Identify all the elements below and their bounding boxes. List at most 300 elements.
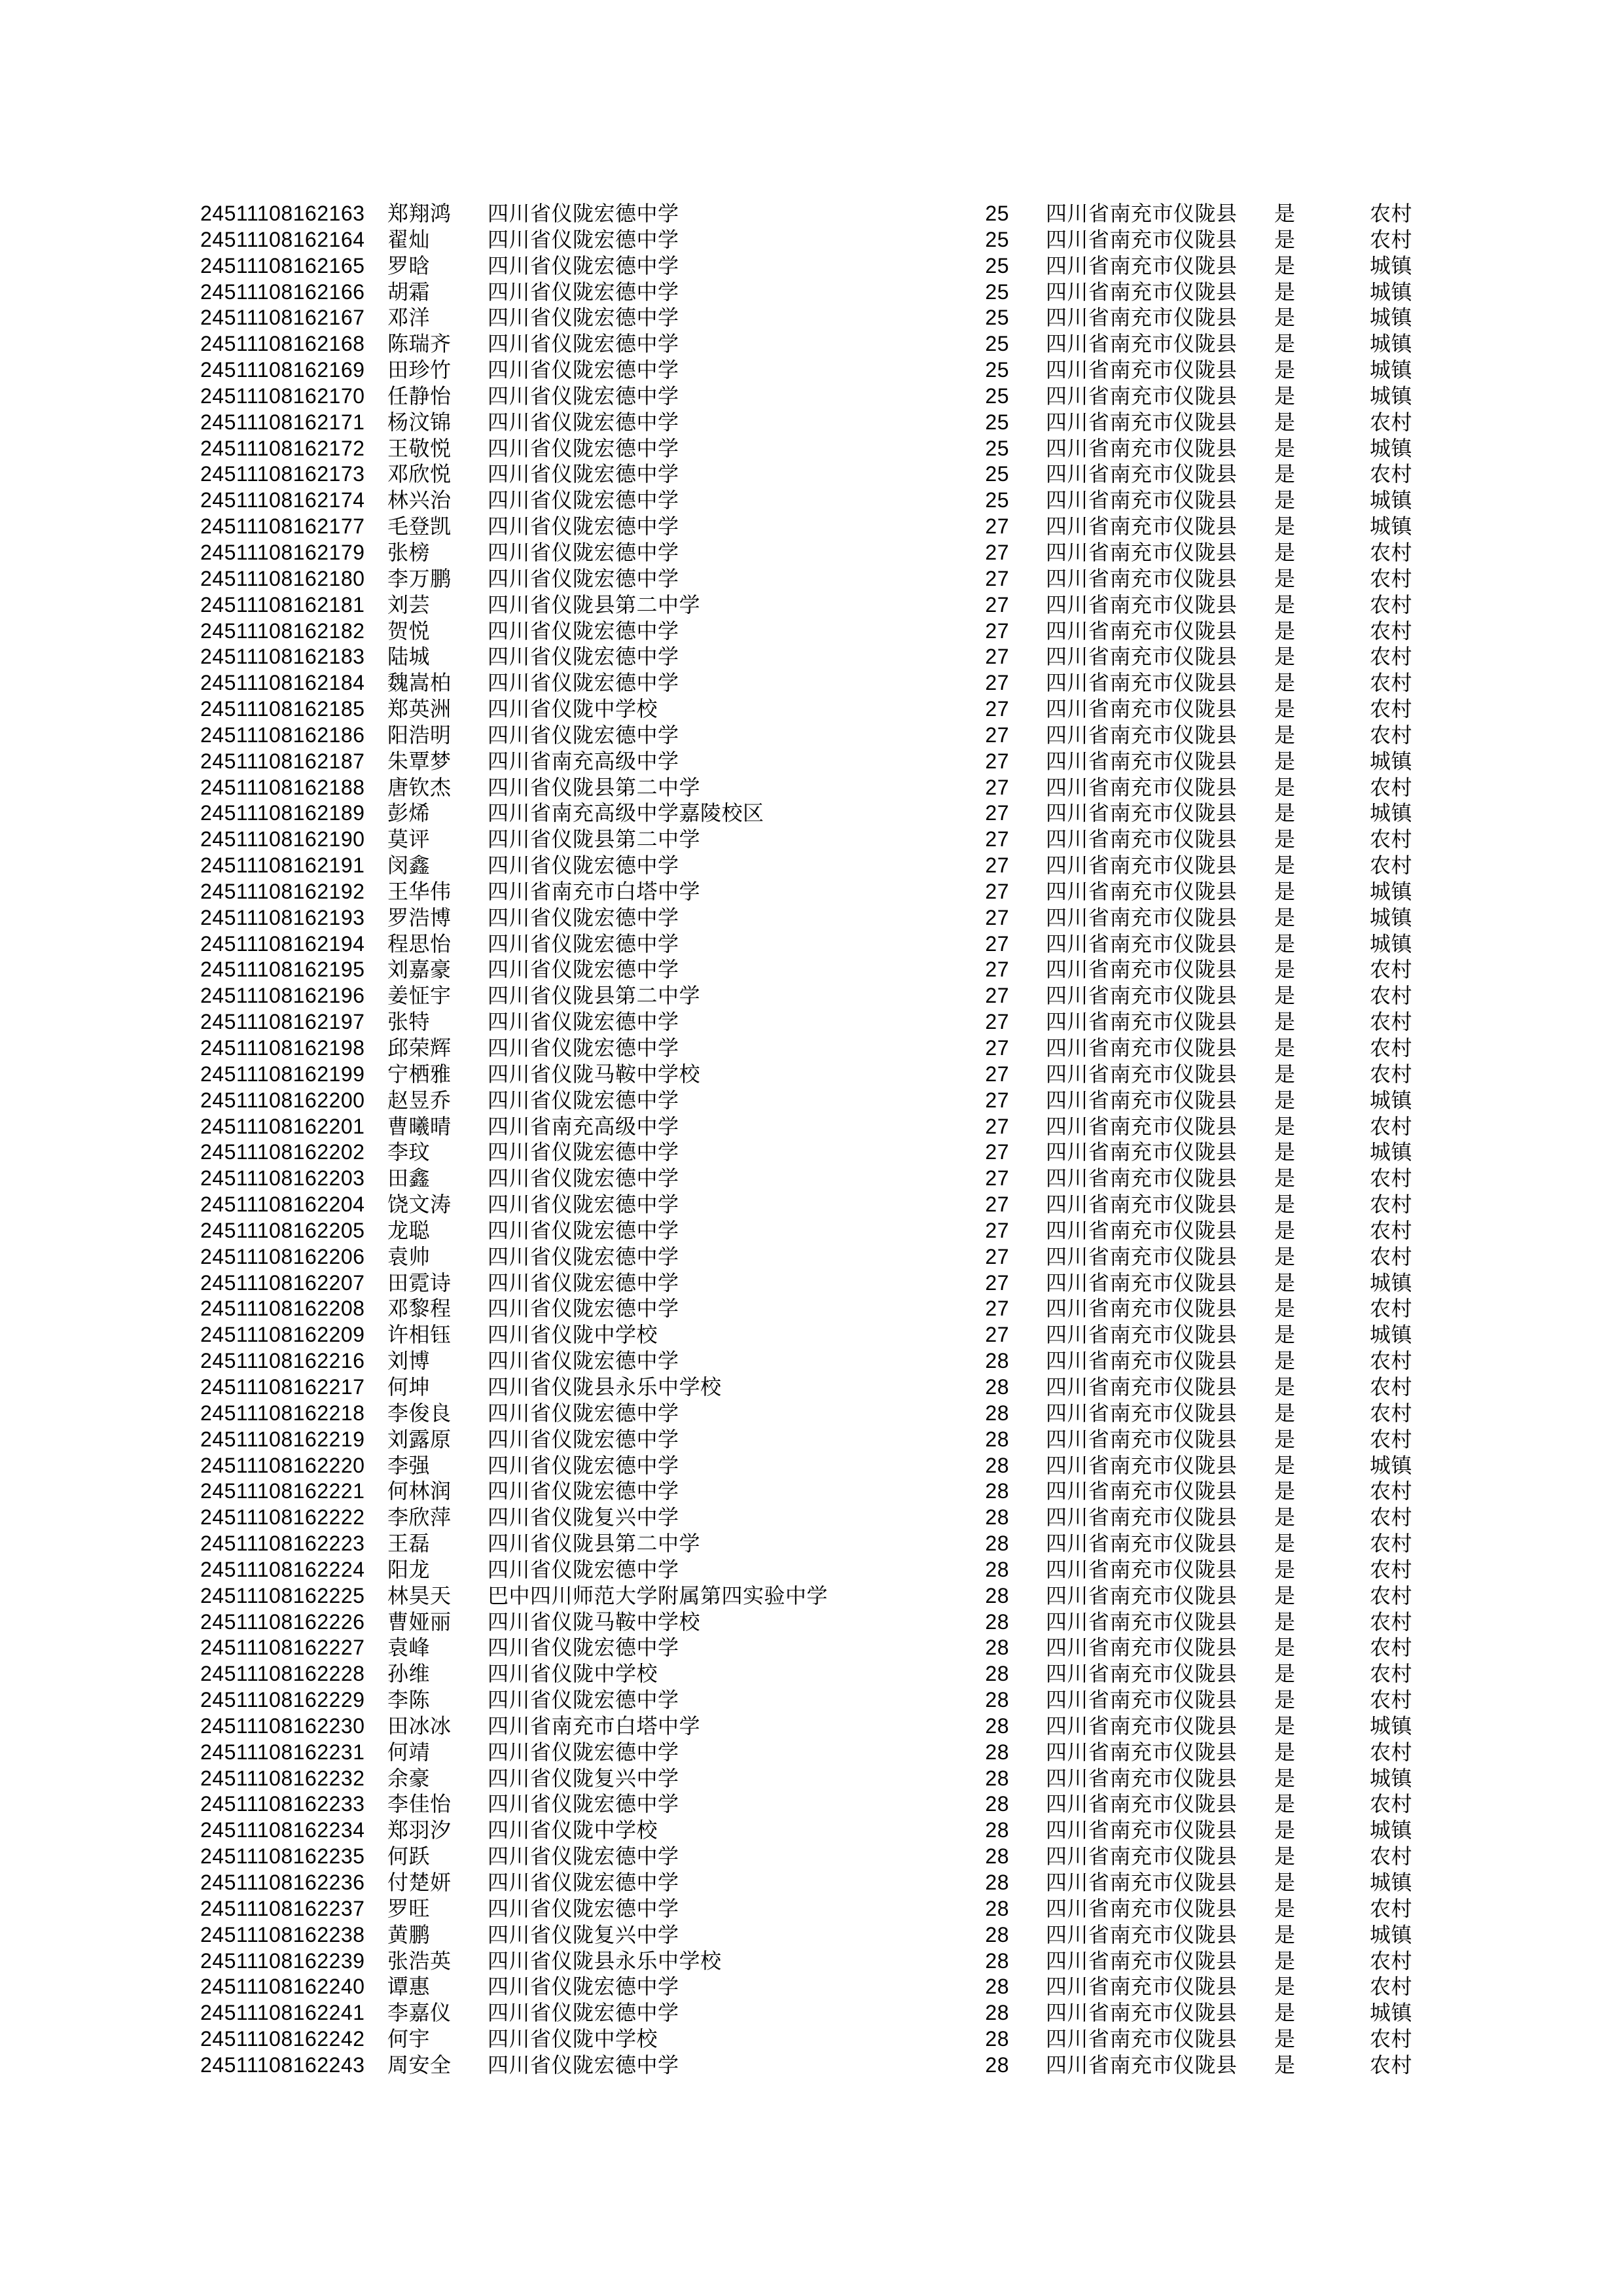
cell-confirm-flag: 是 bbox=[1274, 1583, 1296, 1607]
cell-exam-id: 24511108162208 bbox=[200, 1297, 365, 1321]
cell-school: 四川省仪陇复兴中学 bbox=[488, 1922, 679, 1946]
cell-confirm-flag: 是 bbox=[1274, 566, 1296, 590]
cell-county: 四川省南充市仪陇县 bbox=[1046, 879, 1238, 903]
cell-school: 四川省仪陇宏德中学 bbox=[488, 566, 679, 590]
cell-county: 四川省南充市仪陇县 bbox=[1046, 410, 1238, 434]
cell-county: 四川省南充市仪陇县 bbox=[1046, 514, 1238, 539]
cell-confirm-flag: 是 bbox=[1274, 1740, 1296, 1764]
cell-school: 四川省仪陇宏德中学 bbox=[488, 1193, 679, 1217]
table-row bbox=[0, 1844, 1623, 1870]
cell-residence-type: 城镇 bbox=[1370, 488, 1413, 512]
cell-school: 四川省仪陇马鞍中学校 bbox=[488, 1609, 701, 1634]
cell-student-name: 杨汶锦 bbox=[387, 410, 452, 434]
cell-residence-type: 农村 bbox=[1370, 1975, 1413, 1999]
cell-county: 四川省南充市仪陇县 bbox=[1046, 1713, 1238, 1738]
cell-school: 四川省仪陇宏德中学 bbox=[488, 645, 679, 669]
cell-county: 四川省南充市仪陇县 bbox=[1046, 384, 1238, 408]
cell-residence-type: 城镇 bbox=[1370, 358, 1413, 382]
cell-residence-type: 农村 bbox=[1370, 1244, 1413, 1268]
cell-student-name: 陆城 bbox=[387, 645, 431, 669]
cell-confirm-flag: 是 bbox=[1274, 1896, 1296, 1920]
cell-county: 四川省南充市仪陇县 bbox=[1046, 1740, 1238, 1764]
cell-student-name: 毛登凯 bbox=[387, 514, 452, 539]
cell-student-name: 付楚妍 bbox=[387, 1871, 452, 1894]
cell-residence-type: 农村 bbox=[1370, 619, 1413, 643]
cell-county: 四川省南充市仪陇县 bbox=[1046, 1792, 1238, 1816]
cell-score: 25 bbox=[985, 279, 1009, 304]
table-row bbox=[0, 1583, 1623, 1609]
table-row bbox=[0, 227, 1623, 253]
cell-school: 四川省仪陇县第二中学 bbox=[488, 827, 701, 852]
table-row bbox=[0, 1035, 1623, 1062]
cell-county: 四川省南充市仪陇县 bbox=[1046, 1349, 1238, 1373]
cell-student-name: 余豪 bbox=[387, 1766, 431, 1790]
cell-score: 28 bbox=[985, 1505, 1009, 1530]
cell-student-name: 莫评 bbox=[387, 827, 431, 852]
cell-score: 27 bbox=[985, 1140, 1009, 1164]
cell-county: 四川省南充市仪陇县 bbox=[1046, 1166, 1238, 1191]
cell-exam-id: 24511108162228 bbox=[200, 1662, 365, 1686]
cell-score: 25 bbox=[985, 436, 1009, 460]
cell-score: 28 bbox=[985, 1948, 1009, 1973]
cell-student-name: 何林润 bbox=[387, 1479, 452, 1503]
table-row bbox=[0, 514, 1623, 540]
cell-confirm-flag: 是 bbox=[1274, 619, 1296, 643]
cell-exam-id: 24511108162189 bbox=[200, 801, 365, 825]
table-row bbox=[0, 1401, 1623, 1427]
table-row bbox=[0, 1139, 1623, 1166]
cell-confirm-flag: 是 bbox=[1274, 697, 1296, 721]
table-row bbox=[0, 1088, 1623, 1114]
table-row bbox=[0, 1270, 1623, 1297]
cell-exam-id: 24511108162187 bbox=[200, 749, 365, 773]
cell-student-name: 李俊良 bbox=[387, 1401, 452, 1425]
cell-exam-id: 24511108162239 bbox=[200, 1948, 365, 1973]
cell-county: 四川省南充市仪陇县 bbox=[1046, 1244, 1238, 1268]
cell-student-name: 林兴治 bbox=[387, 488, 452, 512]
cell-score: 27 bbox=[985, 1010, 1009, 1034]
cell-residence-type: 城镇 bbox=[1370, 931, 1413, 956]
cell-county: 四川省南充市仪陇县 bbox=[1046, 619, 1238, 643]
cell-confirm-flag: 是 bbox=[1274, 227, 1296, 251]
cell-county: 四川省南充市仪陇县 bbox=[1046, 540, 1238, 564]
cell-residence-type: 农村 bbox=[1370, 723, 1413, 747]
cell-exam-id: 24511108162224 bbox=[200, 1557, 365, 1581]
cell-school: 四川省仪陇宏德中学 bbox=[488, 1349, 679, 1373]
cell-school: 四川省仪陇宏德中学 bbox=[488, 1218, 679, 1242]
cell-county: 四川省南充市仪陇县 bbox=[1046, 984, 1238, 1008]
cell-score: 27 bbox=[985, 905, 1009, 929]
cell-county: 四川省南充市仪陇县 bbox=[1046, 1140, 1238, 1164]
cell-county: 四川省南充市仪陇县 bbox=[1046, 1114, 1238, 1138]
cell-score: 28 bbox=[985, 1713, 1009, 1738]
cell-exam-id: 24511108162180 bbox=[200, 566, 365, 590]
cell-student-name: 李强 bbox=[387, 1453, 431, 1477]
cell-confirm-flag: 是 bbox=[1274, 958, 1296, 982]
cell-student-name: 邓欣悦 bbox=[387, 462, 452, 486]
table-row bbox=[0, 1062, 1623, 1088]
cell-score: 28 bbox=[985, 1922, 1009, 1946]
table-row bbox=[0, 1427, 1623, 1453]
cell-student-name: 谭惠 bbox=[387, 1975, 431, 1999]
table-row bbox=[0, 2026, 1623, 2053]
cell-county: 四川省南充市仪陇县 bbox=[1046, 958, 1238, 982]
table-row bbox=[0, 279, 1623, 306]
cell-residence-type: 农村 bbox=[1370, 645, 1413, 669]
cell-score: 27 bbox=[985, 1193, 1009, 1217]
cell-exam-id: 24511108162231 bbox=[200, 1740, 365, 1764]
cell-confirm-flag: 是 bbox=[1274, 1818, 1296, 1842]
table-row bbox=[0, 1009, 1623, 1035]
cell-student-name: 郑羽汐 bbox=[387, 1818, 452, 1842]
cell-school: 四川省仪陇中学校 bbox=[488, 1818, 658, 1842]
table-row bbox=[0, 410, 1623, 436]
cell-residence-type: 农村 bbox=[1370, 410, 1413, 434]
cell-confirm-flag: 是 bbox=[1274, 827, 1296, 852]
cell-confirm-flag: 是 bbox=[1274, 1374, 1296, 1399]
cell-score: 27 bbox=[985, 566, 1009, 590]
cell-school: 四川省仪陇宏德中学 bbox=[488, 410, 679, 434]
cell-residence-type: 城镇 bbox=[1370, 879, 1413, 903]
cell-student-name: 王华伟 bbox=[387, 879, 452, 903]
cell-county: 四川省南充市仪陇县 bbox=[1046, 801, 1238, 825]
cell-school: 四川省仪陇中学校 bbox=[488, 1662, 658, 1686]
cell-residence-type: 农村 bbox=[1370, 1609, 1413, 1634]
table-row bbox=[0, 723, 1623, 749]
cell-exam-id: 24511108162177 bbox=[200, 514, 365, 539]
cell-confirm-flag: 是 bbox=[1274, 2053, 1296, 2077]
cell-score: 27 bbox=[985, 775, 1009, 799]
cell-county: 四川省南充市仪陇县 bbox=[1046, 1896, 1238, 1920]
cell-residence-type: 城镇 bbox=[1370, 1453, 1413, 1477]
cell-student-name: 孙维 bbox=[387, 1662, 431, 1686]
cell-student-name: 姜怔宇 bbox=[387, 984, 452, 1008]
cell-exam-id: 24511108162209 bbox=[200, 1323, 365, 1347]
cell-residence-type: 城镇 bbox=[1370, 749, 1413, 773]
cell-county: 四川省南充市仪陇县 bbox=[1046, 462, 1238, 486]
cell-county: 四川省南充市仪陇县 bbox=[1046, 827, 1238, 852]
table-row bbox=[0, 1114, 1623, 1140]
table-row bbox=[0, 1192, 1623, 1218]
cell-school: 四川省南充市白塔中学 bbox=[488, 879, 701, 903]
cell-confirm-flag: 是 bbox=[1274, 436, 1296, 460]
table-row bbox=[0, 305, 1623, 331]
table-row bbox=[0, 1531, 1623, 1557]
cell-confirm-flag: 是 bbox=[1274, 645, 1296, 669]
cell-student-name: 田珍竹 bbox=[387, 358, 452, 382]
cell-exam-id: 24511108162223 bbox=[200, 1532, 365, 1556]
cell-residence-type: 城镇 bbox=[1370, 384, 1413, 408]
cell-residence-type: 农村 bbox=[1370, 1532, 1413, 1556]
cell-county: 四川省南充市仪陇县 bbox=[1046, 723, 1238, 747]
cell-county: 四川省南充市仪陇县 bbox=[1046, 1323, 1238, 1347]
cell-confirm-flag: 是 bbox=[1274, 1975, 1296, 1999]
cell-exam-id: 24511108162193 bbox=[200, 905, 365, 929]
cell-school: 四川省仪陇宏德中学 bbox=[488, 514, 679, 539]
cell-score: 27 bbox=[985, 984, 1009, 1008]
cell-student-name: 郑翔鸿 bbox=[387, 202, 452, 225]
cell-confirm-flag: 是 bbox=[1274, 1010, 1296, 1034]
cell-confirm-flag: 是 bbox=[1274, 1557, 1296, 1581]
cell-exam-id: 24511108162233 bbox=[200, 1792, 365, 1816]
cell-score: 28 bbox=[985, 1688, 1009, 1712]
cell-school: 四川省仪陇中学校 bbox=[488, 697, 658, 721]
cell-score: 27 bbox=[985, 514, 1009, 539]
table-row bbox=[0, 1479, 1623, 1505]
cell-exam-id: 24511108162195 bbox=[200, 958, 365, 982]
table-row bbox=[0, 853, 1623, 879]
cell-score: 28 bbox=[985, 1583, 1009, 1607]
cell-student-name: 罗浩博 bbox=[387, 905, 452, 929]
cell-exam-id: 24511108162225 bbox=[200, 1583, 365, 1607]
cell-student-name: 程思怡 bbox=[387, 931, 452, 956]
cell-school: 四川省仪陇宏德中学 bbox=[488, 306, 679, 330]
cell-exam-id: 24511108162184 bbox=[200, 671, 365, 695]
cell-county: 四川省南充市仪陇县 bbox=[1046, 749, 1238, 773]
cell-score: 27 bbox=[985, 1218, 1009, 1242]
cell-school: 四川省仪陇县第二中学 bbox=[488, 592, 701, 617]
cell-student-name: 饶文涛 bbox=[387, 1193, 452, 1217]
cell-confirm-flag: 是 bbox=[1274, 775, 1296, 799]
cell-residence-type: 农村 bbox=[1370, 1114, 1413, 1138]
cell-residence-type: 农村 bbox=[1370, 1896, 1413, 1920]
cell-student-name: 曹娅丽 bbox=[387, 1609, 452, 1634]
cell-school: 四川省仪陇宏德中学 bbox=[488, 958, 679, 982]
table-row bbox=[0, 488, 1623, 514]
cell-school: 四川省仪陇宏德中学 bbox=[488, 619, 679, 643]
cell-score: 28 bbox=[985, 2053, 1009, 2077]
cell-exam-id: 24511108162164 bbox=[200, 227, 365, 251]
table-row bbox=[0, 800, 1623, 827]
cell-residence-type: 农村 bbox=[1370, 2053, 1413, 2077]
cell-county: 四川省南充市仪陇县 bbox=[1046, 488, 1238, 512]
cell-residence-type: 城镇 bbox=[1370, 1871, 1413, 1894]
cell-school: 四川省仪陇复兴中学 bbox=[488, 1505, 679, 1530]
cell-confirm-flag: 是 bbox=[1274, 1766, 1296, 1790]
cell-student-name: 田霓诗 bbox=[387, 1270, 452, 1295]
cell-county: 四川省南充市仪陇县 bbox=[1046, 1557, 1238, 1581]
cell-exam-id: 24511108162197 bbox=[200, 1010, 365, 1034]
cell-school: 四川省仪陇复兴中学 bbox=[488, 1766, 679, 1790]
table-row bbox=[0, 1896, 1623, 1922]
cell-school: 四川省仪陇宏德中学 bbox=[488, 671, 679, 695]
cell-residence-type: 城镇 bbox=[1370, 1088, 1413, 1112]
table-row bbox=[0, 201, 1623, 227]
cell-school: 四川省南充高级中学嘉陵校区 bbox=[488, 801, 764, 825]
table-row bbox=[0, 879, 1623, 905]
cell-student-name: 何宇 bbox=[387, 2027, 431, 2051]
cell-student-name: 田鑫 bbox=[387, 1166, 431, 1191]
cell-confirm-flag: 是 bbox=[1274, 1609, 1296, 1634]
table-row bbox=[0, 540, 1623, 566]
cell-county: 四川省南充市仪陇县 bbox=[1046, 931, 1238, 956]
cell-student-name: 刘嘉豪 bbox=[387, 958, 452, 982]
cell-school: 四川省仪陇县永乐中学校 bbox=[488, 1374, 722, 1399]
cell-score: 27 bbox=[985, 645, 1009, 669]
student-roster-table bbox=[0, 201, 1623, 2079]
table-row bbox=[0, 357, 1623, 384]
cell-confirm-flag: 是 bbox=[1274, 514, 1296, 539]
cell-score: 28 bbox=[985, 1374, 1009, 1399]
cell-student-name: 邓洋 bbox=[387, 306, 431, 330]
cell-school: 四川省仪陇宏德中学 bbox=[488, 1140, 679, 1164]
cell-confirm-flag: 是 bbox=[1274, 801, 1296, 825]
cell-county: 四川省南充市仪陇县 bbox=[1046, 358, 1238, 382]
table-row bbox=[0, 1635, 1623, 1661]
cell-county: 四川省南充市仪陇县 bbox=[1046, 853, 1238, 878]
table-row bbox=[0, 1818, 1623, 1844]
cell-residence-type: 农村 bbox=[1370, 1740, 1413, 1764]
table-row bbox=[0, 2000, 1623, 2026]
table-row bbox=[0, 983, 1623, 1009]
table-row bbox=[0, 436, 1623, 462]
cell-exam-id: 24511108162198 bbox=[200, 1036, 365, 1060]
cell-county: 四川省南充市仪陇县 bbox=[1046, 1218, 1238, 1242]
cell-residence-type: 农村 bbox=[1370, 540, 1413, 564]
cell-exam-id: 24511108162219 bbox=[200, 1427, 365, 1451]
cell-student-name: 赵昱乔 bbox=[387, 1088, 452, 1112]
cell-residence-type: 农村 bbox=[1370, 227, 1413, 251]
cell-county: 四川省南充市仪陇县 bbox=[1046, 1088, 1238, 1112]
cell-exam-id: 24511108162222 bbox=[200, 1505, 365, 1530]
cell-county: 四川省南充市仪陇县 bbox=[1046, 1453, 1238, 1477]
cell-score: 27 bbox=[985, 853, 1009, 878]
cell-residence-type: 城镇 bbox=[1370, 1818, 1413, 1842]
cell-school: 四川省仪陇宏德中学 bbox=[488, 332, 679, 356]
cell-county: 四川省南充市仪陇县 bbox=[1046, 697, 1238, 721]
cell-student-name: 袁峰 bbox=[387, 1636, 431, 1660]
cell-school: 四川省仪陇宏德中学 bbox=[488, 1010, 679, 1034]
table-row bbox=[0, 1348, 1623, 1374]
cell-school: 四川省仪陇宏德中学 bbox=[488, 253, 679, 278]
cell-score: 25 bbox=[985, 253, 1009, 278]
cell-exam-id: 24511108162185 bbox=[200, 697, 365, 721]
cell-confirm-flag: 是 bbox=[1274, 384, 1296, 408]
cell-student-name: 邱荣辉 bbox=[387, 1036, 452, 1060]
cell-school: 四川省仪陇宏德中学 bbox=[488, 1297, 679, 1321]
table-row bbox=[0, 775, 1623, 801]
cell-school: 四川省仪陇中学校 bbox=[488, 1323, 658, 1347]
cell-student-name: 胡霜 bbox=[387, 279, 431, 304]
cell-confirm-flag: 是 bbox=[1274, 279, 1296, 304]
table-row bbox=[0, 1166, 1623, 1192]
cell-school: 四川省仪陇宏德中学 bbox=[488, 384, 679, 408]
cell-residence-type: 农村 bbox=[1370, 1218, 1413, 1242]
cell-residence-type: 城镇 bbox=[1370, 1140, 1413, 1164]
cell-county: 四川省南充市仪陇县 bbox=[1046, 1479, 1238, 1503]
cell-residence-type: 农村 bbox=[1370, 1662, 1413, 1686]
cell-residence-type: 城镇 bbox=[1370, 253, 1413, 278]
cell-score: 27 bbox=[985, 879, 1009, 903]
cell-confirm-flag: 是 bbox=[1274, 905, 1296, 929]
table-row bbox=[0, 905, 1623, 931]
cell-exam-id: 24511108162199 bbox=[200, 1062, 365, 1086]
cell-exam-id: 24511108162241 bbox=[200, 2001, 365, 2025]
cell-score: 27 bbox=[985, 1114, 1009, 1138]
cell-confirm-flag: 是 bbox=[1274, 410, 1296, 434]
cell-county: 四川省南充市仪陇县 bbox=[1046, 2001, 1238, 2025]
cell-confirm-flag: 是 bbox=[1274, 1088, 1296, 1112]
cell-score: 28 bbox=[985, 1401, 1009, 1425]
cell-score: 27 bbox=[985, 1297, 1009, 1321]
table-row bbox=[0, 1740, 1623, 1766]
cell-county: 四川省南充市仪陇县 bbox=[1046, 202, 1238, 225]
table-row bbox=[0, 644, 1623, 670]
cell-score: 27 bbox=[985, 540, 1009, 564]
cell-exam-id: 24511108162167 bbox=[200, 306, 365, 330]
cell-school: 四川省仪陇县第二中学 bbox=[488, 775, 701, 799]
cell-exam-id: 24511108162202 bbox=[200, 1140, 365, 1164]
cell-student-name: 贺悦 bbox=[387, 619, 431, 643]
cell-score: 28 bbox=[985, 1427, 1009, 1451]
table-row bbox=[0, 957, 1623, 983]
cell-score: 28 bbox=[985, 2001, 1009, 2025]
cell-student-name: 朱覃梦 bbox=[387, 749, 452, 773]
cell-exam-id: 24511108162243 bbox=[200, 2053, 365, 2077]
cell-confirm-flag: 是 bbox=[1274, 1244, 1296, 1268]
cell-exam-id: 24511108162201 bbox=[200, 1114, 365, 1138]
cell-exam-id: 24511108162200 bbox=[200, 1088, 365, 1112]
cell-school: 四川省仪陇宏德中学 bbox=[488, 2001, 679, 2025]
cell-exam-id: 24511108162165 bbox=[200, 253, 365, 278]
cell-county: 四川省南充市仪陇县 bbox=[1046, 645, 1238, 669]
cell-county: 四川省南充市仪陇县 bbox=[1046, 1844, 1238, 1869]
cell-county: 四川省南充市仪陇县 bbox=[1046, 1688, 1238, 1712]
cell-confirm-flag: 是 bbox=[1274, 1036, 1296, 1060]
cell-confirm-flag: 是 bbox=[1274, 202, 1296, 225]
cell-school: 巴中四川师范大学附属第四实验中学 bbox=[488, 1583, 829, 1607]
cell-school: 四川省仪陇宏德中学 bbox=[488, 1557, 679, 1581]
cell-student-name: 邓黎程 bbox=[387, 1297, 452, 1321]
cell-confirm-flag: 是 bbox=[1274, 1270, 1296, 1295]
cell-confirm-flag: 是 bbox=[1274, 1114, 1296, 1138]
cell-student-name: 李嘉仪 bbox=[387, 2001, 452, 2025]
cell-student-name: 刘露原 bbox=[387, 1427, 452, 1451]
cell-confirm-flag: 是 bbox=[1274, 1479, 1296, 1503]
cell-student-name: 龙聪 bbox=[387, 1218, 431, 1242]
cell-county: 四川省南充市仪陇县 bbox=[1046, 2053, 1238, 2077]
cell-score: 28 bbox=[985, 1818, 1009, 1842]
cell-county: 四川省南充市仪陇县 bbox=[1046, 227, 1238, 251]
cell-school: 四川省南充市白塔中学 bbox=[488, 1713, 701, 1738]
cell-residence-type: 农村 bbox=[1370, 566, 1413, 590]
cell-score: 27 bbox=[985, 697, 1009, 721]
cell-school: 四川省仪陇宏德中学 bbox=[488, 1792, 679, 1816]
table-row bbox=[0, 1766, 1623, 1792]
cell-confirm-flag: 是 bbox=[1274, 1636, 1296, 1660]
cell-county: 四川省南充市仪陇县 bbox=[1046, 671, 1238, 695]
cell-student-name: 李陈 bbox=[387, 1688, 431, 1712]
table-row bbox=[0, 1557, 1623, 1583]
cell-confirm-flag: 是 bbox=[1274, 1349, 1296, 1373]
cell-exam-id: 24511108162230 bbox=[200, 1713, 365, 1738]
cell-score: 27 bbox=[985, 958, 1009, 982]
cell-county: 四川省南充市仪陇县 bbox=[1046, 566, 1238, 590]
cell-school: 四川省仪陇县永乐中学校 bbox=[488, 1948, 722, 1973]
cell-student-name: 翟灿 bbox=[387, 227, 431, 251]
cell-residence-type: 农村 bbox=[1370, 1479, 1413, 1503]
cell-school: 四川省仪陇宏德中学 bbox=[488, 723, 679, 747]
cell-confirm-flag: 是 bbox=[1274, 2027, 1296, 2051]
cell-county: 四川省南充市仪陇县 bbox=[1046, 1609, 1238, 1634]
cell-score: 28 bbox=[985, 1844, 1009, 1869]
cell-county: 四川省南充市仪陇县 bbox=[1046, 1818, 1238, 1842]
cell-student-name: 李万鹏 bbox=[387, 566, 452, 590]
cell-score: 28 bbox=[985, 1871, 1009, 1894]
cell-exam-id: 24511108162174 bbox=[200, 488, 365, 512]
cell-residence-type: 农村 bbox=[1370, 775, 1413, 799]
cell-confirm-flag: 是 bbox=[1274, 332, 1296, 356]
